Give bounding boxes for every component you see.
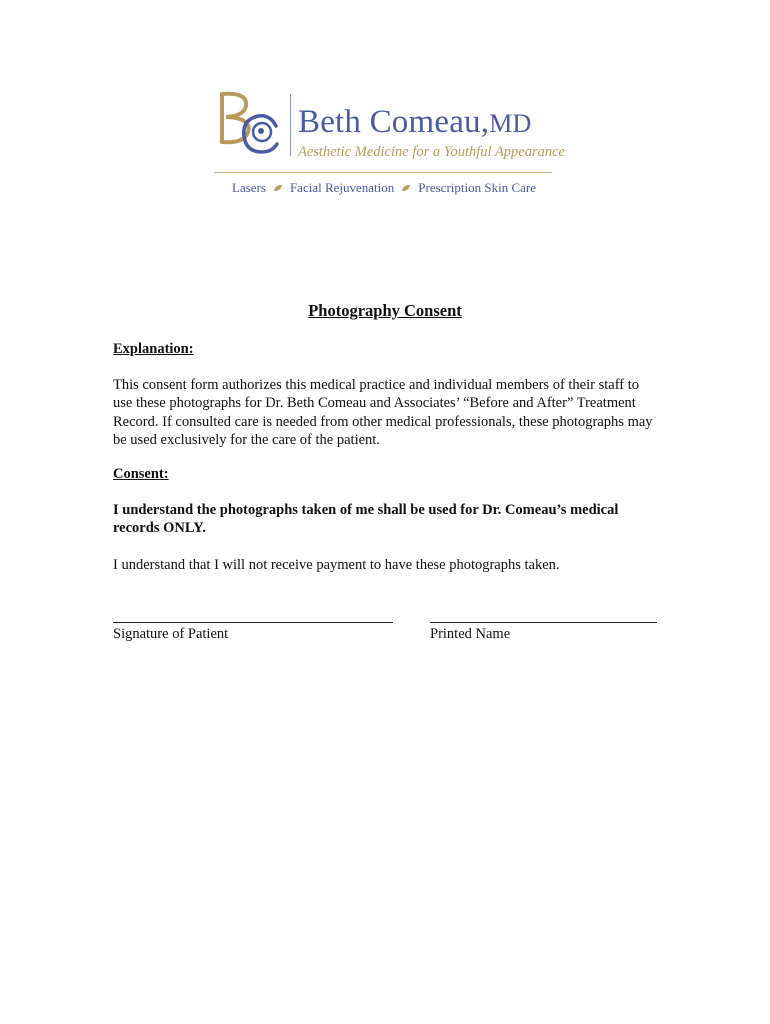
practice-name: Beth Comeau,MD (298, 104, 532, 140)
explanation-text: This consent form authorizes this medical practice and individual members of their staff to use these photographs for Dr. Beth Comeau and Associates’ “Before and After” Treatment Record. If consulted care is needed from other medical professionals, these photographs may be used exclusively for the care of the patient. (113, 377, 653, 449)
service-item: Lasers (232, 180, 266, 195)
practice-logo (214, 88, 565, 200)
practice-tagline: Aesthetic Medicine for a Youthful Appearance (298, 144, 565, 160)
logo-rule (214, 172, 552, 173)
leaf-bullet-icon (401, 183, 411, 193)
services-list (232, 180, 536, 196)
logo-divider (290, 94, 291, 156)
patient-signature-line[interactable] (113, 622, 393, 623)
consent-statement: I understand the photographs taken of me shall be used for Dr. Comeau’s medical records ONLY. (113, 502, 619, 537)
document-title: Photography Consent (308, 301, 462, 320)
bc-monogram-icon (214, 88, 284, 160)
leaf-bullet-icon (273, 183, 283, 193)
explanation-heading: Explanation: (113, 341, 194, 357)
printed-name-line[interactable] (430, 622, 657, 623)
consent-heading: Consent: (113, 466, 169, 482)
payment-statement: I understand that I will not receive payment to have these photographs taken. (113, 557, 560, 573)
service-item: Prescription Skin Care (418, 180, 536, 195)
patient-signature-label: Signature of Patient (113, 626, 229, 642)
service-item: Facial Rejuvenation (289, 180, 395, 195)
printed-name-label: Printed Name (430, 626, 511, 642)
